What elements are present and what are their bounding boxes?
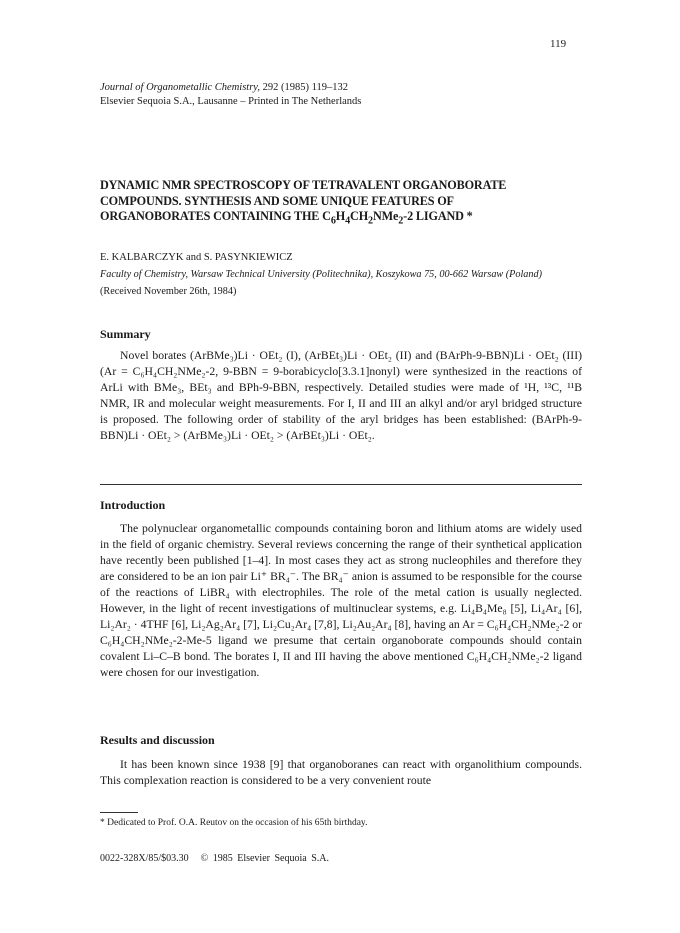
journal-reference xyxy=(100,81,361,109)
title-line-3 xyxy=(100,209,590,229)
footnote-divider xyxy=(100,812,138,813)
introduction-heading: Introduction xyxy=(100,498,166,512)
article-title xyxy=(100,178,590,229)
page-number: 119 xyxy=(550,38,567,50)
introduction-text: The polynuclear organometallic compounds containing boron and lithium atoms are widely used in the field of organic chemistry. Several reviews concerning the range of their synthetical application have recently been published [1–4]. In most cases they act as strong nucleophiles and therefore they are considered to be an ion pair Li⁺ BR₄⁻. The BR₄⁻ anion is assumed to be responsible for the course of the reactions of LiBR₄ with electrophiles. The role of the metal cation is usually neglected. However, in the light of recent investigations of multinuclear systems, e.g. Li₄B₄Me₈ [5], Li₄Ar₄ [6], Li₂Ar₂ · 4THF [6], Li₂Ag₂Ar₄ [7], Li₂Cu₂Ar₄ [7,8], Li₂Au₂Ar₄ [8], having an Ar = C₆H₄CH₂NMe₂-2 or C₆H₄CH₂NMe₂-2-Me-5 ligand we presume that certain organoborate compounds should contain covalent Li–C–B bond. The borates I, II and III having the above mentioned C₆H₄CH₂NMe₂-2 ligand were chosen for our investigation. xyxy=(100,522,582,679)
journal-volume-pages: 292 (1985) 119–132 xyxy=(262,82,349,93)
price-code: 0022-328X/85/$03.30 xyxy=(100,853,189,864)
title-line-1: DYNAMIC NMR SPECTROSCOPY OF TETRAVALENT ORGANOBORATE xyxy=(100,178,507,192)
summary-heading: Summary xyxy=(100,327,151,341)
summary-text: Novel borates (ArBMe₃)Li · OEt₂ (I), (ArBEt₃)Li · OEt₂ (II) and (BArPh-9-BBN)Li · OEt₂ (III) (Ar = C₆H₄CH₂NMe₂-2, 9-BBN = 9-borabicyclo[3.3.1]nonyl) were synthesized in the reactions of ArLi with BMe₃, BEt₃ and BPh-9-BBN, respectively. Detailed studies were made of ¹H, ¹³C, ¹¹B NMR, IR and molecular weight measurements. For I, II and III an alkyl and/or aryl bridged structure is proposed. The following order of stability of the aryl bridges has been established: (BArPh-9-BBN)Li · OEt₂ > (ArBMe₃)Li · OEt₂ > (ArBEt₃)Li · OEt₂. xyxy=(100,349,582,442)
authors: E. KALBARCZYK and S. PASYNKIEWICZ xyxy=(100,252,293,263)
title-line-3-end: -2 LIGAND * xyxy=(403,209,473,223)
title-line-3-text: ORGANOBORATES CONTAINING THE C xyxy=(100,209,331,223)
subscript: 2 xyxy=(368,215,373,227)
subscript: 6 xyxy=(330,215,336,227)
copyright-line xyxy=(100,853,329,864)
title-formula-part: H xyxy=(335,209,346,223)
copyright-notice: © 1985 Elsevier Sequoia S.A. xyxy=(200,853,329,864)
title-line-2: COMPOUNDS. SYNTHESIS AND SOME UNIQUE FEATURES OF xyxy=(100,193,454,208)
publisher-line: Elsevier Sequoia S.A., Lausanne – Printed in The Netherlands xyxy=(100,96,362,107)
received-date: (Received November 26th, 1984) xyxy=(100,286,237,297)
results-text: It has been known since 1938 [9] that organoboranes can react with organolithium compounds. This complexation reaction is considered to be a very convenient route xyxy=(100,758,582,787)
title-formula-part: NMe xyxy=(372,209,399,223)
affiliation: Faculty of Chemistry, Warsaw Technical University (Politechnika), Koszykowa 75, 00-662 Warsaw (Poland) xyxy=(100,269,542,280)
journal-name: Journal of Organometallic Chemistry, xyxy=(100,82,261,93)
footnote: * Dedicated to Prof. O.A. Reutov on the occasion of his 65th birthday. xyxy=(100,818,368,828)
subscript: 4 xyxy=(345,215,351,227)
title-formula-part: CH xyxy=(350,209,369,223)
subscript: 2 xyxy=(398,215,404,227)
results-heading: Results and discussion xyxy=(100,733,215,747)
section-divider xyxy=(100,484,582,485)
